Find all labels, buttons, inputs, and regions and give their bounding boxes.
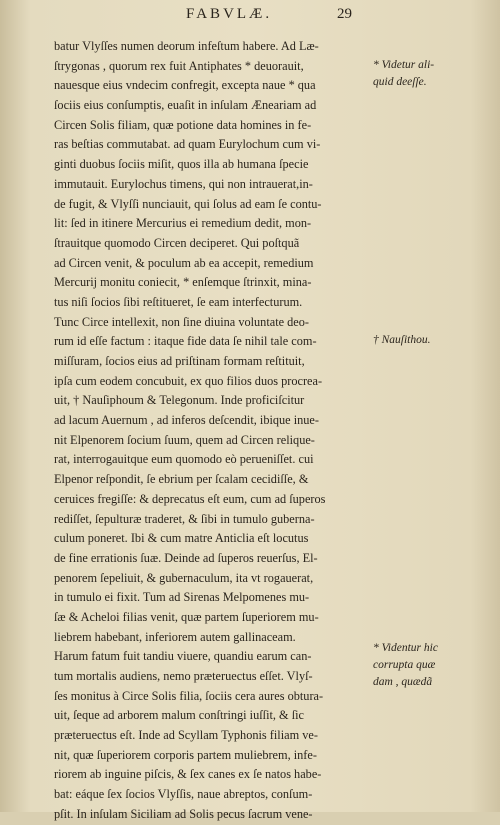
text-line: lit: ſed in itinere Mercurius ei remedium dedit, mon-	[54, 216, 312, 231]
text-line: ad lacum Auernum , ad inferos deſcendit, ibique inue-	[54, 413, 319, 428]
text-line: batur Vlyſſes numen deorum infeſtum habere. Ad Læ-	[54, 39, 319, 53]
text-line: in tumulo ei fixit. Tum ad Sirenas Melpomenes mu-	[54, 590, 310, 605]
text-line: Mercurij monitu coniecit, * enſemque ſtrinxit, mina-	[54, 275, 312, 290]
text-line: ad Circen venit, & poculum ab ea accepit, remedium	[54, 255, 314, 270]
text-line: bat: eáque ſex ſocios Vlyſſis, naue abreptos, conſum-	[54, 787, 313, 802]
text-line: ſæ & Acheloi filias venit, quæ partem ſuperiorem mu-	[54, 609, 319, 624]
margin-note-line: * Videtur ali-	[373, 59, 435, 71]
text-line: de fugit, & Vlyſſi nunciauit, qui ſolus ad eam ſe contu-	[54, 196, 322, 211]
margin-note	[373, 332, 431, 349]
text-line: Tunc Circe intellexit, non ſine diuina voluntate deo-	[54, 314, 309, 329]
margin-note-line: † Nauſithou.	[373, 334, 431, 346]
text-line: Elpenor reſpondit, ſe ebrium per ſcalam cecidiſſe, &	[54, 472, 309, 487]
text-line: rat, interrogauitque eum quomodo eò perueniſſet. cui	[54, 452, 314, 467]
text-line: rediſſet, ſepulturæ traderet, & ſibi in tumulo guberna-	[54, 511, 315, 526]
text-line: riorem ab inguine piſcis, & ſex canes ex ſe natos habe-	[54, 767, 322, 782]
text-line: uit, † Nauſiphoum & Telegonum. Inde proficiſcitur	[54, 393, 305, 408]
margin-note-line: * Videntur hic	[373, 642, 438, 654]
text-line: rum id eſſe factum : itaque fide data ſe nihil tale com-	[54, 334, 317, 349]
text-line: immutauit. Eurylochus timens, qui non intrauerat,in-	[54, 176, 313, 191]
text-line: pſit. In inſulam Siciliam ad Solis pecus ſacrum vene-	[54, 806, 313, 821]
text-line: ſes monitus à Circe Solis filia, ſociis cera aures obtura-	[54, 688, 324, 703]
text-line: penorem ſepeliuit, & gubernaculum, ita vt rogauerat,	[54, 570, 314, 585]
running-header	[0, 6, 500, 28]
text-line: Harum fatum fuit tandiu viuere, quandiu earum can-	[54, 649, 312, 664]
text-line: tus niſi ſocios ſibi reſtitueret, ſe eam interfecturum.	[54, 294, 303, 309]
text-line: tum mortalis audiens, nemo præteruectus eſſet. Vlyſ-	[54, 669, 313, 683]
text-line: Circen Solis filiam, quæ potione data homines in fe-	[54, 117, 312, 132]
margin-note-line: quid deeſſe.	[373, 76, 427, 88]
text-line: ſociis eius conſumptis, euaſit in inſulam Æneariam ad	[54, 98, 317, 113]
text-line: ipſa cum eodem concubuit, ex quo filios duos procrea-	[54, 373, 323, 388]
text-line: de fine errationis ſuæ. Deinde ad ſuperos reuerſus, El-	[54, 550, 318, 565]
margin-note	[373, 57, 434, 91]
page-number: 29	[337, 6, 352, 22]
text-line: ſtrygonas , quorum rex fuit Antiphates * deuorauit,	[54, 58, 304, 73]
running-title: FABVLÆ.	[186, 6, 273, 22]
text-line: ginti duobus ſociis miſit, quos illa ab humana ſpecie	[54, 157, 309, 172]
margin-note	[373, 640, 438, 691]
text-line: nit Elpenorem ſocium ſuum, quem ad Circen relique-	[54, 432, 315, 447]
text-line: nit, quæ ſuperiorem corporis partem muliebrem, infe-	[54, 747, 317, 762]
margin-note-line: corrupta quæ	[373, 659, 436, 671]
text-line: miſſuram, ſocios eius ad priſtinam formam reſtituit,	[54, 354, 305, 368]
text-line: uit, ſeque ad arborem malum conſtringi iuſſit, & ſic	[54, 708, 304, 723]
main-text-block	[54, 37, 369, 825]
text-line: liebrem habebant, inferiorem autem gallinaceam.	[54, 629, 296, 644]
text-line: ras beſtias commutabat. ad quam Eurylochum cum vi-	[54, 137, 321, 152]
text-line: culum poneret. Ibi & cum matre Anticlia eſt locutus	[54, 531, 309, 546]
text-line: ſtrauitque quomodo Circen deciperet. Qui poſtquã	[54, 235, 300, 250]
text-line: præteruectus eſt. Inde ad Scyllam Typhonis filiam ve-	[54, 728, 318, 743]
text-line: ceruices fregiſſe: & deprecatus eſt eum, cum ad ſuperos	[54, 491, 326, 506]
margin-note-line: dam , quædã	[373, 676, 433, 688]
text-line: nauesque eius vndecim confregit, excepta naue * qua	[54, 78, 316, 93]
